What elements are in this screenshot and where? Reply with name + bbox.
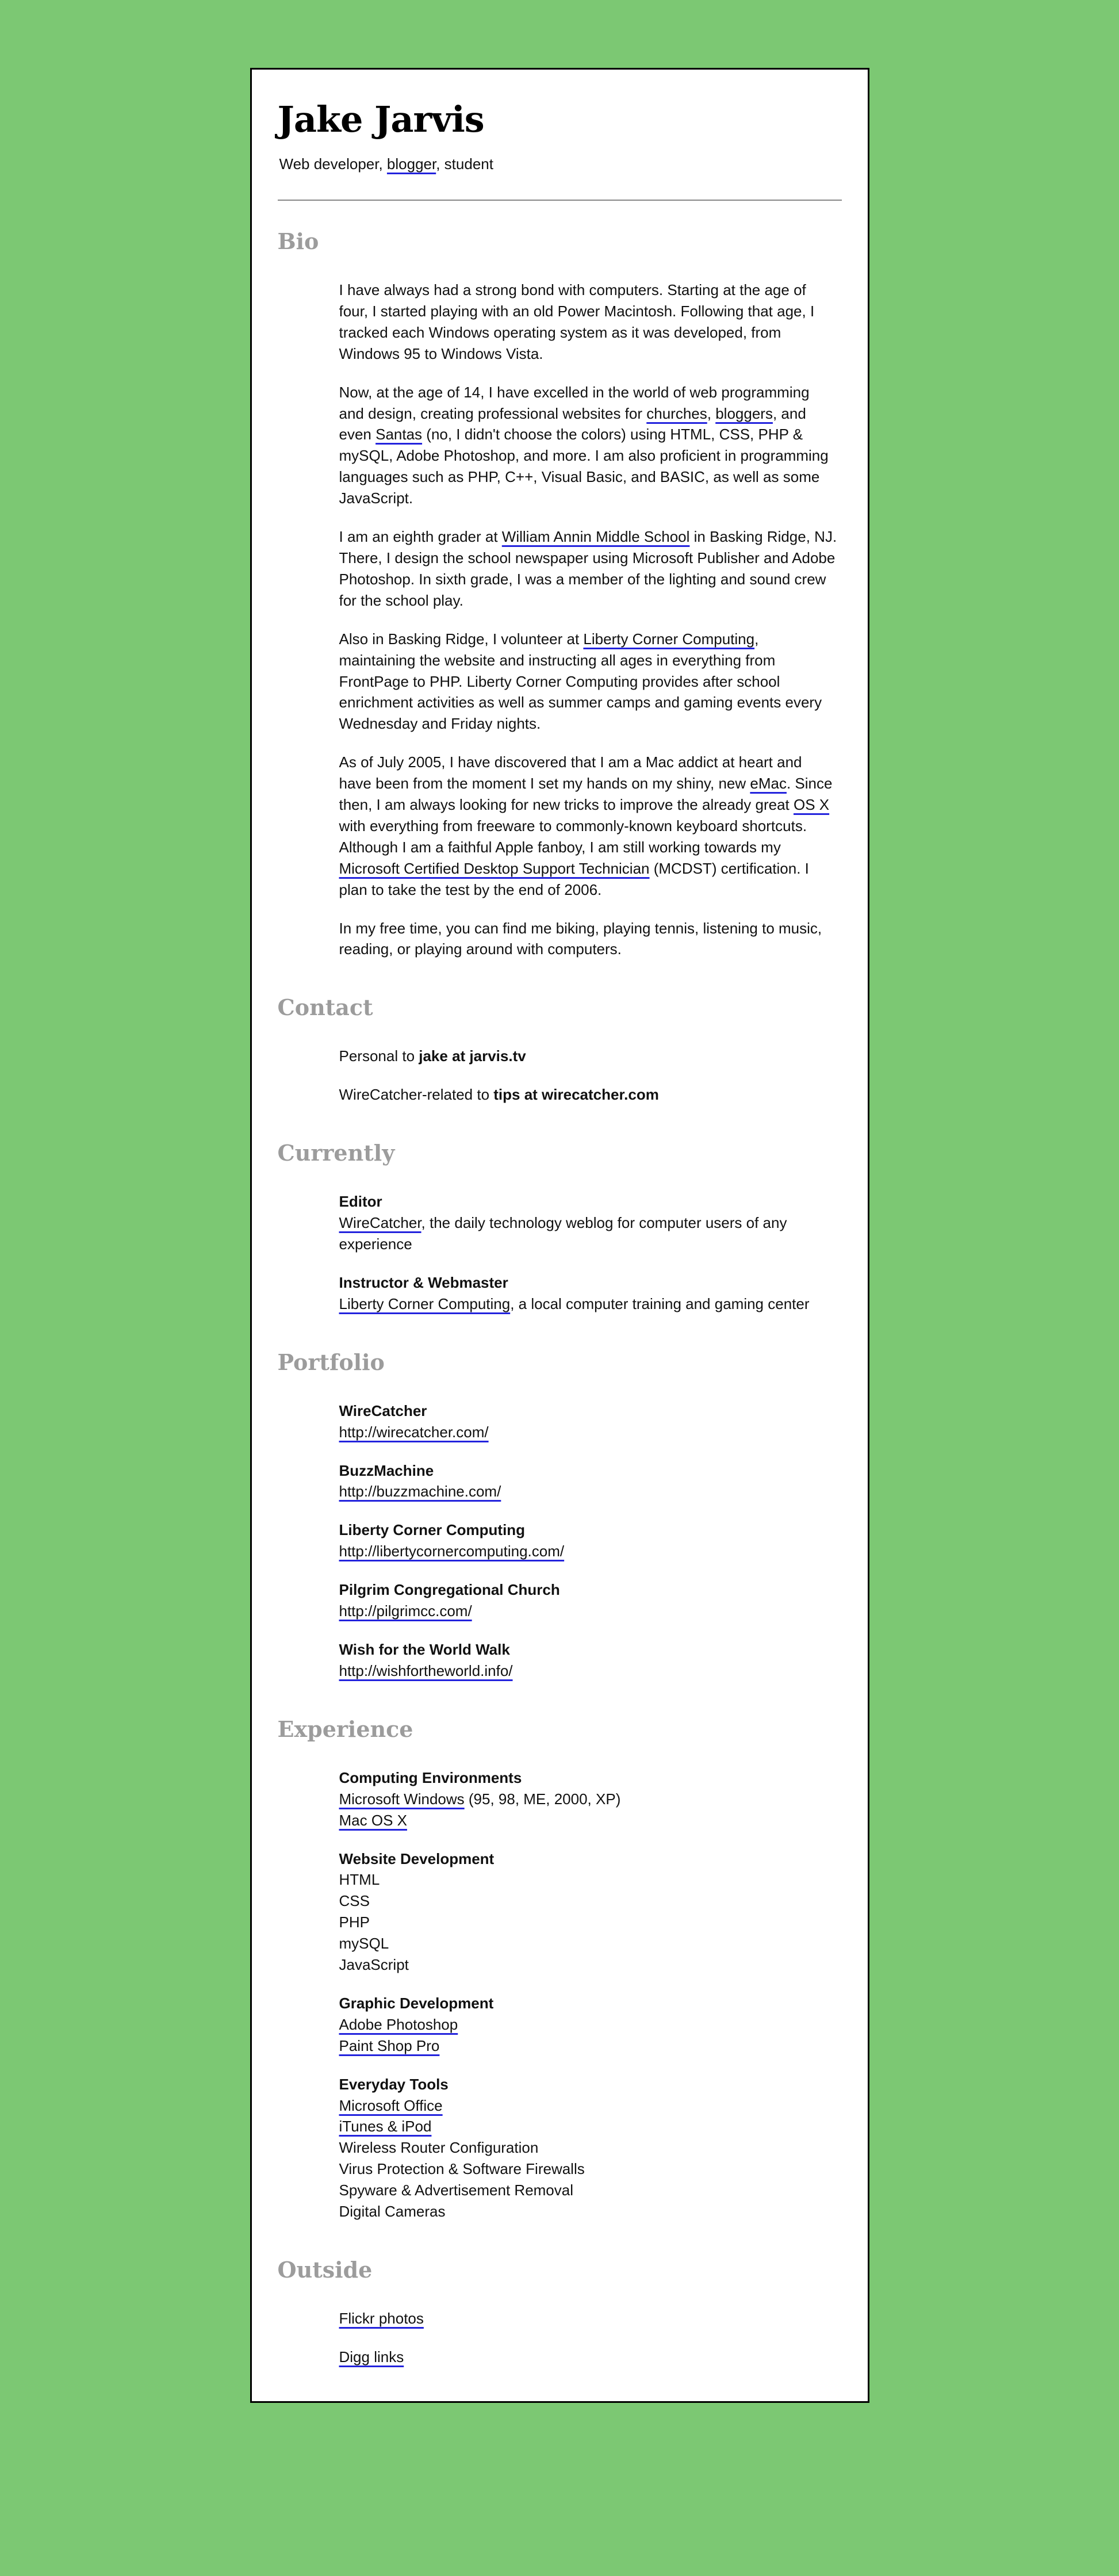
experience-line: [339, 2116, 837, 2137]
text-link[interactable]: blogger: [386, 155, 436, 173]
text-segment: As of July 2005, I have discovered that I am a Mac addict at heart and have been from the moment I set my hands on my shiny, new: [339, 753, 802, 793]
experience-line: [339, 1912, 837, 1933]
text-segment: Digital Cameras: [339, 2203, 446, 2221]
currently-entry-title: Editor: [339, 1193, 382, 1211]
experience-line: [339, 1810, 837, 1831]
portfolio-entry-name: Wish for the World Walk: [339, 1640, 510, 1658]
bio-paragraph: [339, 526, 837, 611]
portfolio-entry: [339, 1519, 837, 1562]
text-segment: , student: [436, 155, 493, 173]
contact-item: [339, 1084, 837, 1105]
text-segment: HTML: [339, 1871, 380, 1889]
text-segment: ,: [707, 404, 716, 422]
page-title: Jake Jarvis: [277, 98, 484, 140]
text-segment: In my free time, you can find me biking, playing tennis, listening to music, reading, or playing around with computers.: [339, 919, 822, 958]
portfolio-entry-name: BuzzMachine: [339, 1461, 434, 1479]
experience-group: [339, 2074, 837, 2222]
experience-line: [339, 1890, 837, 1912]
experience-group: [339, 1848, 837, 1976]
portfolio-link[interactable]: http://wirecatcher.com/: [339, 1423, 489, 1441]
section-outside: [278, 2257, 842, 2368]
experience-group-title: Computing Environments: [339, 1769, 522, 1786]
experience-line: [339, 2158, 837, 2180]
currently-entry-desc: [339, 1295, 810, 1312]
text-segment: I am an eighth grader at: [339, 528, 502, 546]
text-link[interactable]: Liberty Corner Computing: [583, 630, 755, 648]
tagline: [279, 155, 842, 173]
portfolio-entry-name: WireCatcher: [339, 1402, 427, 1419]
experience-group: [339, 1993, 837, 2057]
text-segment: . Since then, I am always looking for new tricks to improve the already great: [339, 775, 833, 814]
experience-line: [339, 1933, 837, 1954]
experience-group-lines: [339, 1789, 837, 1831]
portfolio-entry-name: Pilgrim Congregational Church: [339, 1581, 560, 1599]
portfolio-body: [339, 1400, 837, 1682]
text-link[interactable]: bloggers: [715, 404, 773, 422]
experience-line: [339, 1869, 837, 1890]
section-heading-portfolio: Portfolio: [277, 1349, 385, 1375]
contact-body: [339, 1046, 837, 1105]
text-segment: I have always had a strong bond with computers. Starting at the age of four, I started playing with an old Power Macintosh. Following that age, I tracked each Windows operating system as it was developed, from Windows 95 to Windows Vista.: [339, 281, 815, 362]
section-currently: [278, 1140, 842, 1315]
section-heading-outside: Outside: [277, 2257, 373, 2283]
text-link[interactable]: Microsoft Certified Desktop Support Technician: [339, 859, 650, 877]
text-segment: with everything from freeware to commonly-known keyboard shortcuts. Although I am a faithful Apple fanboy, I am still working towards my: [339, 817, 807, 856]
text-segment: PHP: [339, 1913, 370, 1931]
portfolio-entry: [339, 1400, 837, 1443]
outside-item: [339, 2308, 837, 2329]
bold-text: jake at jarvis.tv: [419, 1047, 526, 1065]
text-link[interactable]: Mac OS X: [339, 1811, 407, 1829]
portfolio-entry: [339, 1579, 837, 1622]
experience-line: [339, 2201, 837, 2222]
text-link[interactable]: William Annin Middle School: [501, 528, 690, 546]
text-segment: Wireless Router Configuration: [339, 2139, 539, 2157]
currently-entry-title: Instructor & Webmaster: [339, 1273, 508, 1291]
portfolio-link[interactable]: http://buzzmachine.com/: [339, 1483, 501, 1501]
text-link[interactable]: Liberty Corner Computing: [339, 1295, 511, 1312]
text-segment: in Basking Ridge, NJ. There, I design the school newspaper using Microsoft Publisher and Adobe Photoshop. In sixth grade, I was a member of the lighting and sound crew for the school play.: [339, 528, 837, 609]
experience-line: [339, 2035, 837, 2057]
text-segment: Virus Protection & Software Firewalls: [339, 2160, 585, 2178]
text-segment: Now, at the age of 14, I have excelled in the world of web programming and design, creating professional websites for: [339, 383, 810, 422]
currently-entry-desc: [339, 1214, 787, 1253]
portfolio-entry-name: Liberty Corner Computing: [339, 1521, 526, 1539]
portfolio-entry: [339, 1639, 837, 1682]
text-link[interactable]: OS X: [793, 796, 830, 814]
header-divider: [278, 200, 842, 201]
outside-item: [339, 2347, 837, 2368]
text-segment: Also in Basking Ridge, I volunteer at: [339, 630, 584, 648]
section-heading-experience: Experience: [277, 1716, 413, 1742]
text-segment: , maintaining the website and instructing all ages in everything from FrontPage to PHP. Liberty Corner Computing provides after school enrichment activities as well as summer camps and gaming events every Wednesday and Friday nights.: [339, 630, 822, 733]
outside-link-flickr[interactable]: Flickr photos: [339, 2310, 424, 2327]
text-link[interactable]: WireCatcher: [339, 1214, 421, 1232]
bio-paragraph: [339, 918, 837, 960]
text-segment: Web developer,: [279, 155, 387, 173]
bio-paragraph: [339, 280, 837, 365]
text-link[interactable]: Santas: [375, 426, 423, 443]
contact-item: [339, 1046, 837, 1067]
currently-body: [339, 1191, 837, 1315]
experience-group-lines: [339, 2095, 837, 2222]
outside-body: [339, 2308, 837, 2368]
experience-group-title: Website Development: [339, 1850, 495, 1867]
portfolio-link[interactable]: http://libertycornercomputing.com/: [339, 1542, 565, 1560]
outside-link-digg[interactable]: Digg links: [339, 2348, 404, 2366]
text-link[interactable]: Adobe Photoshop: [339, 2015, 458, 2033]
text-segment: , a local computer training and gaming center: [510, 1295, 810, 1312]
experience-body: [339, 1767, 837, 2222]
portfolio-link[interactable]: http://pilgrimcc.com/: [339, 1602, 472, 1620]
section-heading-currently: Currently: [277, 1140, 395, 1166]
text-link[interactable]: churches: [646, 404, 707, 422]
portfolio-entry: [339, 1460, 837, 1503]
bold-text: tips at wirecatcher.com: [493, 1086, 659, 1104]
bio-paragraph: [339, 382, 837, 509]
experience-line: [339, 2014, 837, 2035]
text-segment: (MCDST) certification. I plan to take the test by the end of 2006.: [339, 859, 809, 898]
section-experience: [278, 1716, 842, 2222]
text-link[interactable]: eMac: [750, 775, 787, 793]
text-link[interactable]: Microsoft Windows: [339, 1790, 465, 1808]
text-segment: (95, 98, ME, 2000, XP): [464, 1790, 621, 1808]
text-segment: JavaScript: [339, 1956, 409, 1974]
text-segment: CSS: [339, 1892, 370, 1910]
text-link[interactable]: iTunes & iPod: [339, 2118, 432, 2135]
resume-card: [250, 68, 869, 2403]
experience-group-title: Graphic Development: [339, 1994, 494, 2012]
text-segment: (no, I didn't choose the colors) using HTML, CSS, PHP & mySQL, Adobe Photoshop, and more. I am also proficient in programming languages such as PHP, C++, Visual Basic, and BASIC, as well as some JavaScript.: [339, 426, 829, 507]
section-portfolio: [278, 1349, 842, 1682]
section-contact: [278, 994, 842, 1105]
section-heading-contact: Contact: [277, 994, 373, 1021]
bio-paragraph: [339, 629, 837, 735]
text-link[interactable]: Paint Shop Pro: [339, 2037, 440, 2054]
experience-line: [339, 2095, 837, 2116]
experience-line: [339, 1789, 837, 1810]
experience-group: [339, 1767, 837, 1831]
experience-line: [339, 2137, 837, 2158]
currently-entry: [339, 1191, 837, 1255]
currently-entry: [339, 1272, 837, 1315]
experience-line: [339, 2180, 837, 2201]
experience-group-lines: [339, 2014, 837, 2057]
experience-line: [339, 1954, 837, 1976]
text-segment: WireCatcher-related to: [339, 1086, 494, 1104]
text-segment: Spyware & Advertisement Removal: [339, 2181, 574, 2199]
text-segment: , the daily technology weblog for computer users of any experience: [339, 1214, 787, 1253]
section-bio: [278, 228, 842, 960]
text-link[interactable]: Microsoft Office: [339, 2096, 443, 2114]
text-segment: mySQL: [339, 1935, 389, 1953]
portfolio-link[interactable]: http://wishfortheworld.info/: [339, 1662, 513, 1679]
bio-paragraph: [339, 752, 837, 900]
bio-body: [339, 280, 837, 960]
experience-group-title: Everyday Tools: [339, 2075, 449, 2093]
text-segment: , and even: [339, 404, 806, 443]
experience-group-lines: [339, 1869, 837, 1976]
text-segment: Personal to: [339, 1047, 419, 1065]
section-heading-bio: Bio: [277, 228, 319, 254]
